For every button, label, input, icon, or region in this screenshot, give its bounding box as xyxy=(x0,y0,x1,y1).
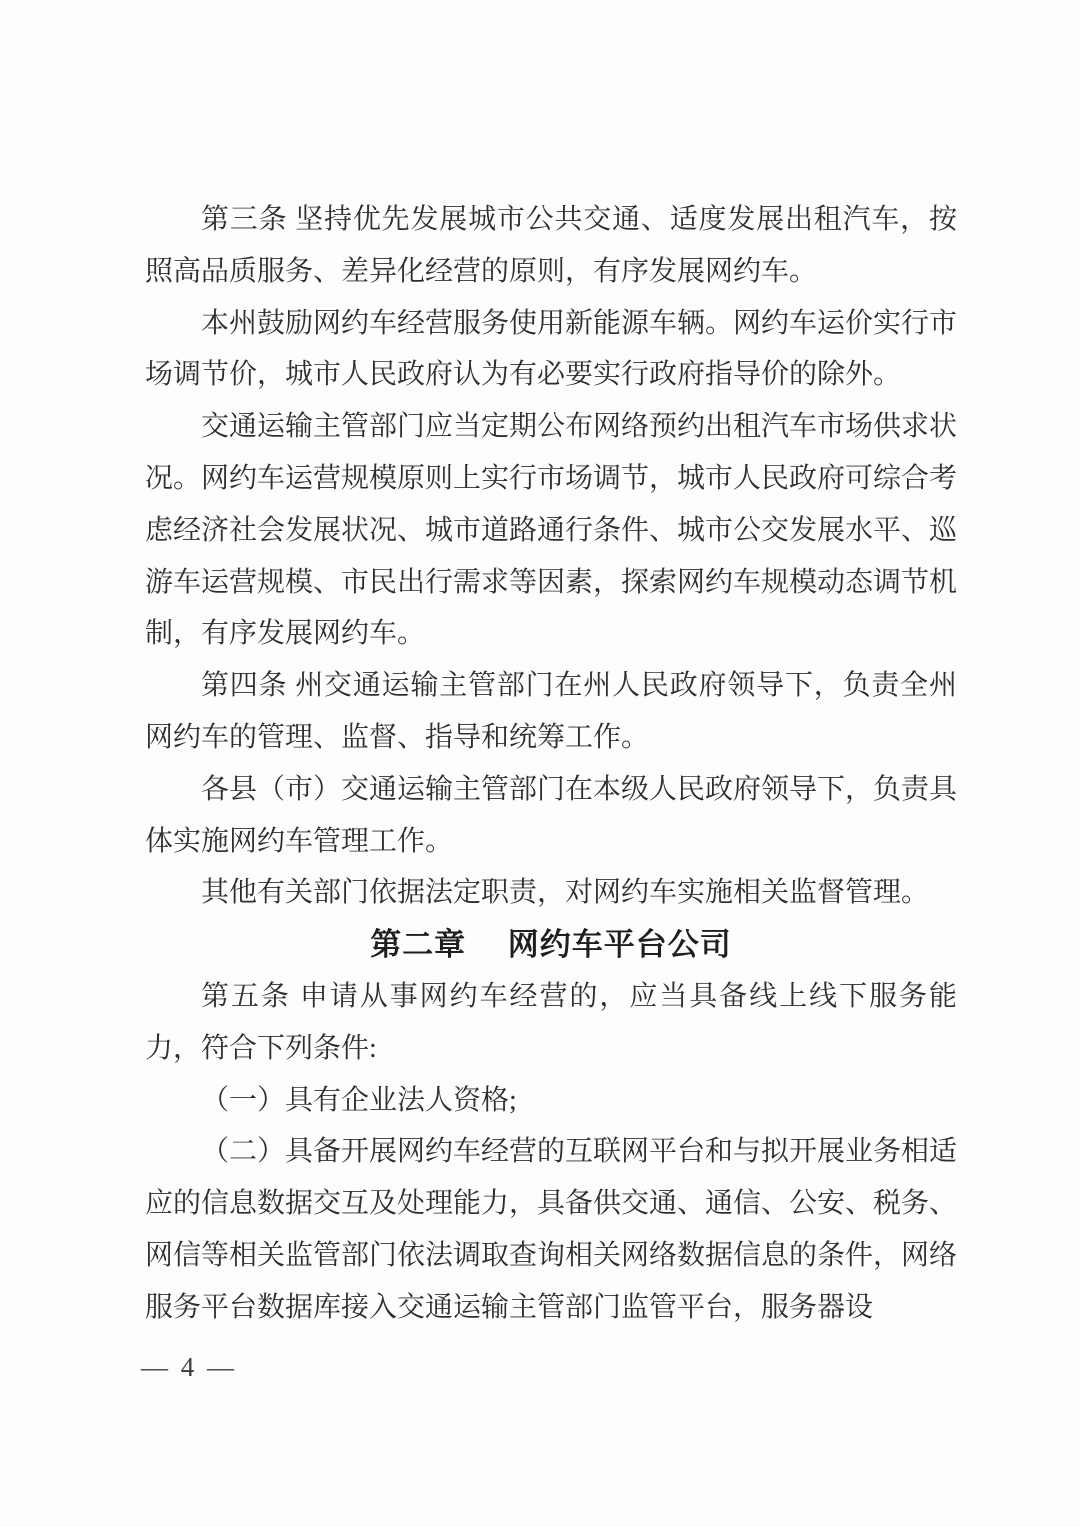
article-3-paragraph-3: 交通运输主管部门应当定期公布网络预约出租汽车市场供求状况。网约车运营规模原则上实行市场调节，城市人民政府可综合考虑经济社会发展状况、城市道路通行条件、城市公交发展水平、巡游车运营规模、市民出行需求等因素，探索网约车规模动态调节机制，有序发展网约车。 xyxy=(145,411,958,650)
article-5-intro: 第五条 申请从事网约车经营的，应当具备线上线下服务能力，符合下列条件: xyxy=(145,980,957,1064)
article-3-paragraph-1: 第三条 坚持优先发展城市公共交通、适度发展出租汽车，按照高品质服务、差异化经营的原则，有序发展网约车。 xyxy=(145,204,957,287)
article-5-item-1: （一）具有企业法人资格; xyxy=(201,1084,517,1116)
chapter-2-heading: 第二章 网约车平台公司 xyxy=(370,927,732,963)
article-4-paragraph-3: 其他有关部门依据法定职责，对网约车实施相关监督管理。 xyxy=(201,877,930,909)
article-5-item-2: （二）具备开展网约车经营的互联网平台和与拟开展业务相适应的信息数据交互及处理能力，具备供交通、通信、公安、税务、网信等相关监管部门依法调取查询相关网络数据信息的条件，网络服务平台数据库接入交通运输主管部门监管平台，服务器设 xyxy=(145,1136,958,1323)
article-3-paragraph-2: 本州鼓励网约车经营服务使用新能源车辆。网约车运价实行市场调节价，城市人民政府认为有必要实行政府指导价的除外。 xyxy=(145,307,958,391)
article-4-paragraph-1: 第四条 州交通运输主管部门在州人民政府领导下，负责全州网约车的管理、监督、指导和统筹工作。 xyxy=(145,670,957,753)
article-4-paragraph-2: 各县（市）交通运输主管部门在本级人民政府领导下，负责具体实施网约车管理工作。 xyxy=(145,773,958,857)
page-number: — 4 — xyxy=(141,1352,237,1382)
document-body xyxy=(145,194,957,1334)
